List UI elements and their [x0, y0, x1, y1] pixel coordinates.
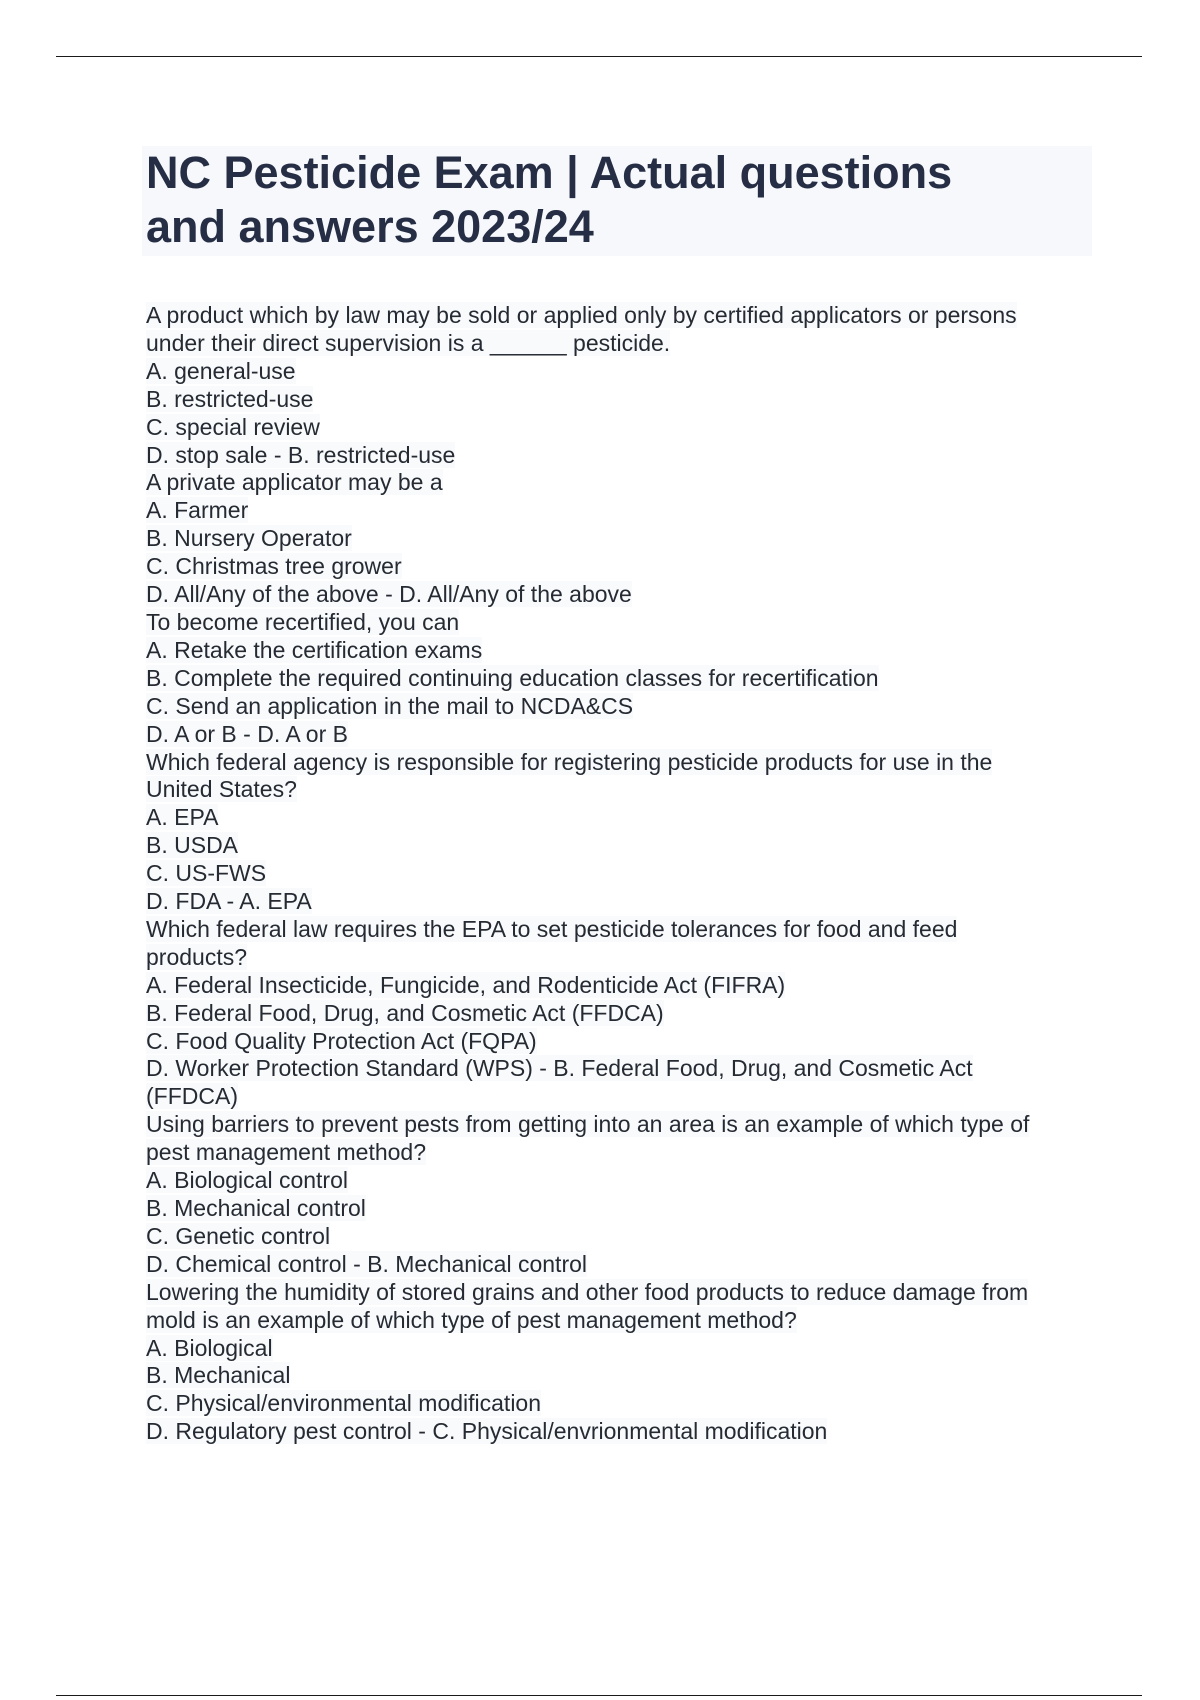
question-line: [146, 776, 1086, 804]
question-line: [146, 469, 1086, 497]
question-line: [146, 358, 1086, 386]
question-line: [146, 804, 1086, 832]
question-line: [146, 581, 1086, 609]
question-line-text: A. Biological: [146, 1334, 273, 1361]
page-title: [146, 146, 1086, 254]
question-block: [146, 1279, 1086, 1446]
question-line: [146, 832, 1086, 860]
question-line: [146, 1028, 1086, 1056]
question-line-text: Using barriers to prevent pests from getting into an area is an example of which type of: [146, 1111, 1030, 1138]
question-line-text: A. Farmer: [146, 497, 249, 524]
question-line-text: A private applicator may be a: [146, 469, 443, 496]
question-line: [146, 1111, 1086, 1139]
question-line: [146, 693, 1086, 721]
question-line-text: (FFDCA): [146, 1083, 238, 1110]
question-line: [146, 1223, 1086, 1251]
question-line-text: D. Worker Protection Standard (WPS) - B. Federal Food, Drug, and Cosmetic Act: [146, 1055, 973, 1082]
question-block: [146, 609, 1086, 749]
question-line-text: B. Complete the required continuing education classes for recertification: [146, 664, 879, 691]
question-line-text: B. Nursery Operator: [146, 525, 352, 552]
question-line-text: under their direct supervision is a ______ pesticide.: [146, 329, 671, 356]
question-line-text: C. US-FWS: [146, 860, 267, 887]
question-line-text: D. Chemical control - B. Mechanical control: [146, 1250, 587, 1277]
question-line: [146, 302, 1086, 330]
question-line: [146, 1418, 1086, 1446]
question-line-text: C. Send an application in the mail to NCDA&CS: [146, 692, 634, 719]
question-line-text: C. Food Quality Protection Act (FQPA): [146, 1027, 537, 1054]
question-line: [146, 442, 1086, 470]
question-line: [146, 330, 1086, 358]
question-line: [146, 1000, 1086, 1028]
question-line: [146, 721, 1086, 749]
question-line: [146, 860, 1086, 888]
question-block: [146, 302, 1086, 469]
question-line: [146, 1139, 1086, 1167]
question-line-text: pest management method?: [146, 1139, 427, 1166]
question-line: [146, 1167, 1086, 1195]
question-line: [146, 888, 1086, 916]
question-line: [146, 1279, 1086, 1307]
question-line: [146, 386, 1086, 414]
title-line-2: and answers 2023/24: [146, 201, 594, 252]
question-line: [146, 1251, 1086, 1279]
question-line: [146, 609, 1086, 637]
question-line-text: A. Retake the certification exams: [146, 636, 483, 663]
question-line: [146, 553, 1086, 581]
question-line-text: A. EPA: [146, 804, 219, 831]
question-line-text: D. Regulatory pest control - C. Physical/envrionmental modification: [146, 1418, 828, 1445]
question-line-text: C. special review: [146, 413, 320, 440]
question-line-text: C. Genetic control: [146, 1222, 331, 1249]
footer-rule: [56, 1695, 1142, 1696]
question-line: [146, 525, 1086, 553]
question-line-text: B. Federal Food, Drug, and Cosmetic Act (FFDCA): [146, 999, 664, 1026]
question-block: [146, 1111, 1086, 1278]
question-block: [146, 469, 1086, 609]
question-line: [146, 1335, 1086, 1363]
question-line-text: United States?: [146, 776, 297, 803]
question-line-text: B. restricted-use: [146, 385, 314, 412]
question-block: [146, 749, 1086, 916]
question-line-text: A. general-use: [146, 357, 296, 384]
question-line-text: C. Christmas tree grower: [146, 553, 402, 580]
question-line: [146, 1307, 1086, 1335]
question-line-text: D. All/Any of the above - D. All/Any of the above: [146, 581, 632, 608]
question-line-text: C. Physical/environmental modification: [146, 1390, 542, 1417]
question-line-text: To become recertified, you can: [146, 608, 460, 635]
question-list: [146, 302, 1086, 1446]
question-line: [146, 1362, 1086, 1390]
question-line-text: D. stop sale - B. restricted-use: [146, 441, 456, 468]
question-line-text: D. FDA - A. EPA: [146, 888, 312, 915]
question-line-text: products?: [146, 943, 248, 970]
question-line: [146, 1083, 1086, 1111]
question-block: [146, 916, 1086, 1111]
question-line-text: Which federal agency is responsible for registering pesticide products for use in the: [146, 748, 993, 775]
header-rule: [56, 56, 1142, 57]
question-line: [146, 749, 1086, 777]
question-line-text: mold is an example of which type of pest management method?: [146, 1306, 797, 1333]
question-line-text: A. Federal Insecticide, Fungicide, and Rodenticide Act (FIFRA): [146, 971, 786, 998]
question-line-text: B. USDA: [146, 832, 239, 859]
question-line: [146, 1390, 1086, 1418]
question-line-text: D. A or B - D. A or B: [146, 720, 348, 747]
question-line-text: B. Mechanical: [146, 1362, 291, 1389]
question-line-text: A product which by law may be sold or applied only by certified applicators or persons: [146, 302, 1017, 328]
question-line-text: Lowering the humidity of stored grains and other food products to reduce damage from: [146, 1278, 1029, 1305]
question-line-text: Which federal law requires the EPA to set pesticide tolerances for food and feed: [146, 915, 958, 942]
question-line: [146, 972, 1086, 1000]
question-line: [146, 916, 1086, 944]
question-line: [146, 497, 1086, 525]
question-line: [146, 637, 1086, 665]
question-line-text: B. Mechanical control: [146, 1195, 366, 1221]
question-line: [146, 944, 1086, 972]
question-line-text: A. Biological control: [146, 1167, 348, 1194]
question-line: [146, 665, 1086, 693]
question-line: [146, 414, 1086, 442]
question-line: [146, 1195, 1086, 1223]
question-line: [146, 1055, 1086, 1083]
title-line-1: NC Pesticide Exam | Actual questions: [146, 147, 953, 198]
